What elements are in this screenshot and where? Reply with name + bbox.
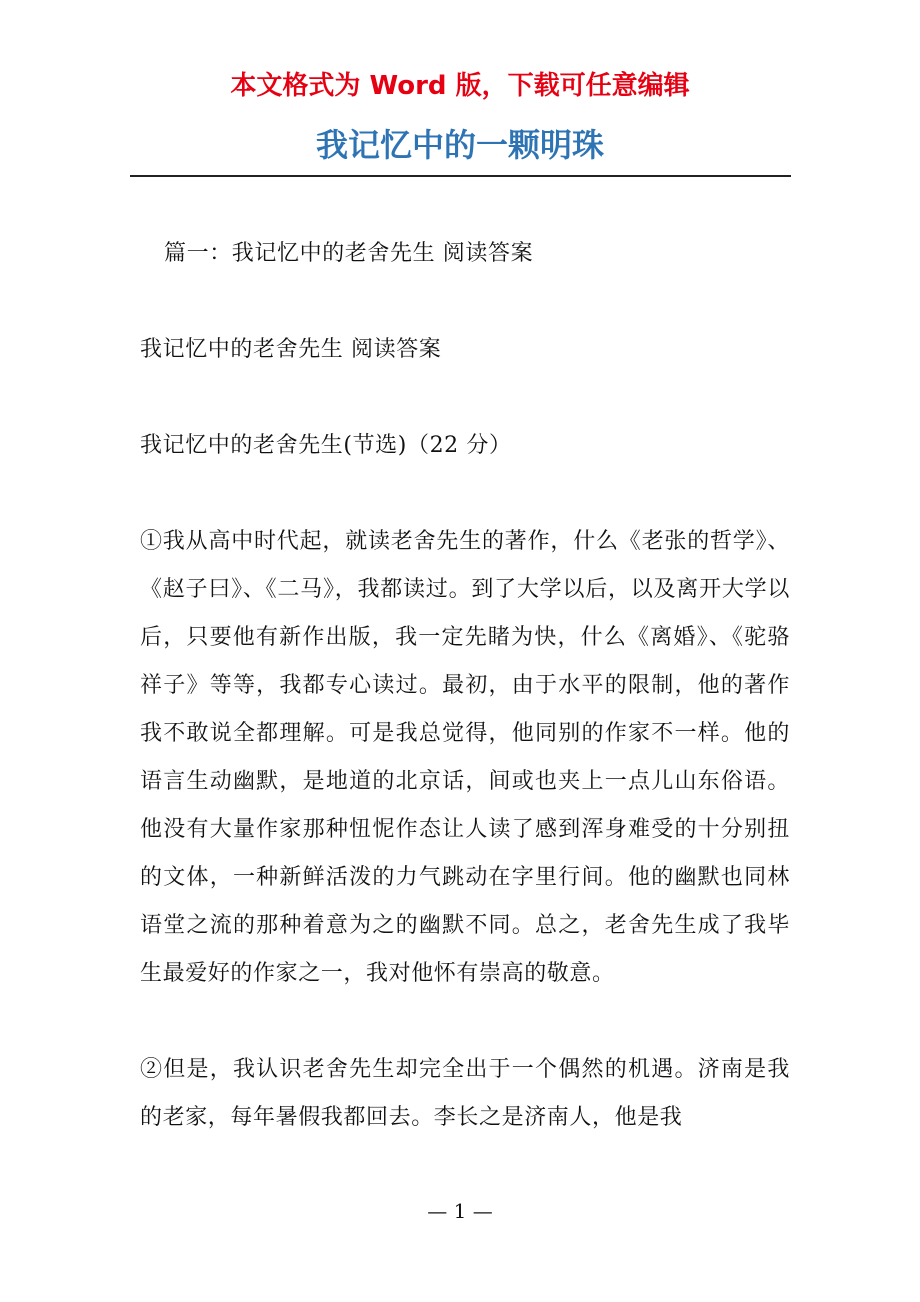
paragraph-2: ②但是，我认识老舍先生却完全出于一个偶然的机遇。济南是我的老家，每年暑假我都回去。李长之是济南人，他是我 (140, 1057, 790, 1130)
section-heading: 篇一：我记忆中的老舍先生 阅读答案 (164, 241, 534, 266)
page-title: 我记忆中的一颗明珠 (315, 126, 604, 164)
subheading: 我记忆中的老舍先生 阅读答案 (140, 337, 442, 362)
title-divider (130, 175, 791, 177)
paragraph-1: ①我从高中时代起，就读老舍先生的著作，什么《老张的哲学》、《赵子曰》、《二马》，我都读过。到了大学以后，以及离开大学以后，只要他有新作出版，我一定先睹为快，什么《离婚》、《驼骆祥子》等等，我都专心读过。最初，由于水平的限制，他的著作我不敢说全都理解。可是我总觉得，他同别的作家不一样。他的语言生动幽默，是地道的北京话，间或也夹上一点儿山东俗语。他没有大量作家那种忸怩作态让人读了感到浑身难受的十分别扭的文体，一种新鲜活泼的力气跳动在字里行间。他的幽默也同林语堂之流的那种着意为之的幽默不同。总之，老舍先生成了我毕生最爱好的作家之一，我对他怀有崇高的敬意。 (140, 529, 790, 986)
excerpt-title: 我记忆中的老舍先生(节选)（22 分） (140, 433, 512, 458)
format-banner: 本文格式为 Word 版，下载可任意编辑 (230, 71, 690, 101)
document-body (140, 230, 790, 1142)
page-number: — 1 — (427, 1199, 493, 1223)
